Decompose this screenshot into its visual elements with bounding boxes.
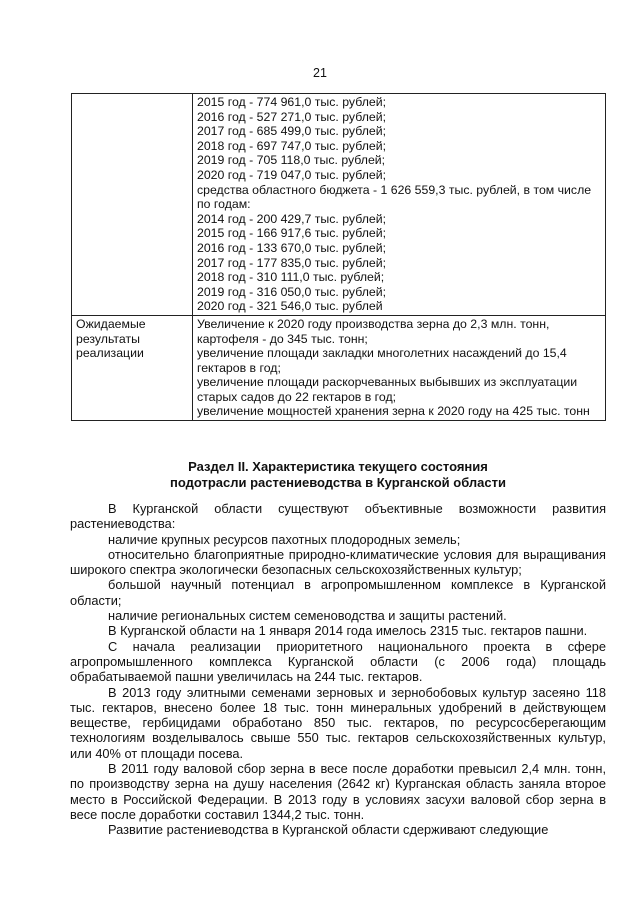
page-number: 21 xyxy=(313,66,327,80)
section-title xyxy=(70,459,606,491)
funding-line: 2020 год - 719 047,0 тыс. рублей; xyxy=(197,167,387,182)
result-item: увеличение мощностей хранения зерна к 2020 году на 425 тыс. тонн xyxy=(197,404,590,419)
section-title-line: Раздел II. Характеристика текущего состояния xyxy=(188,459,488,474)
funding-label-cell xyxy=(72,94,193,316)
funding-line: 2019 год - 705 118,0 тыс. рублей; xyxy=(197,153,386,168)
result-item: увеличение площади раскорчеванных выбывших из эксплуатации старых садов до 22 гектаров в год; xyxy=(197,375,578,404)
paragraph: наличие крупных ресурсов пахотных плодородных земель; xyxy=(108,531,461,547)
body-text xyxy=(70,501,606,838)
table-row-funding xyxy=(72,94,606,316)
section-title-line: подотрасли растениеводства в Курганской области xyxy=(170,475,506,490)
funding-line: 2018 год - 310 111,0 тыс. рублей; xyxy=(197,270,385,285)
paragraph: В Курганской области на 1 января 2014 года имелось 2315 тыс. гектаров пашни. xyxy=(108,623,588,639)
funding-line: 2016 год - 527 271,0 тыс. рублей; xyxy=(197,109,387,124)
paragraph: В 2013 году элитными семенами зерновых и зернобобовых культур засеяно 118 тыс. гектаров, внесено более 18 тыс. тонн минеральных удобрений в действующем веществе, гербицидами обработано 850 тыс. гектаров, по ресурсосберегающим технологиям возделывалось свыше 550 тыс. гектаров сельскохозяйственных культур, или 40% от площади посева. xyxy=(70,684,606,761)
paragraph: В Курганской области существуют объективные возможности развития растениеводства: xyxy=(70,501,606,532)
funding-line: 2017 год - 177 835,0 тыс. рублей; xyxy=(197,255,387,270)
funding-line: 2018 год - 697 747,0 тыс. рублей; xyxy=(197,138,387,153)
regional-budget-intro: средства областного бюджета - 1 626 559,3 тыс. рублей, в том числе по годам: xyxy=(197,182,592,212)
funding-line: 2017 год - 685 499,0 тыс. рублей; xyxy=(197,124,387,139)
paragraph: наличие региональных систем семеноводства и защиты растений. xyxy=(108,608,507,624)
paragraph: Развитие растениеводства в Курганской области сдерживают следующие xyxy=(108,822,549,838)
funding-line: 2020 год - 321 546,0 тыс. рублей xyxy=(197,299,383,314)
result-item: Увеличение к 2020 году производства зерна до 2,3 млн. тонн, картофеля - до 345 тыс. тонн; xyxy=(197,316,550,346)
paragraph: относительно благоприятные природно-климатические условия для выращивания широкого спектра экологически безопасных сельскохозяйственных культур; xyxy=(70,546,606,578)
funding-line: 2015 год - 774 961,0 тыс. рублей; xyxy=(197,95,387,109)
passport-table xyxy=(71,93,606,421)
table-row-results xyxy=(72,315,606,420)
paragraph: большой научный потенциал в агропромышленном комплексе в Курганской области; xyxy=(70,577,606,608)
paragraph: В 2011 году валовой сбор зерна в весе после доработки превысил 2,4 млн. тонн, по производству зерна на душу населения (2642 кг) Курганская область заняла второе место в Российской Федерации. В 2013 году в условиях засухи валовой сбор зерна в весе после доработки составил 1344,2 тыс. тонн. xyxy=(70,761,606,822)
funding-value-cell xyxy=(193,94,606,316)
results-label-cell: Ожидаемые результаты реализации xyxy=(72,315,193,420)
funding-line: 2019 год - 316 050,0 тыс. рублей; xyxy=(197,284,387,299)
results-value-cell xyxy=(193,315,606,420)
funding-line: 2014 год - 200 429,7 тыс. рублей; xyxy=(197,211,387,226)
funding-line: 2016 год - 133 670,0 тыс. рублей; xyxy=(197,240,387,255)
paragraph: С начала реализации приоритетного национального проекта в сфере агропромышленного комплекса Курганской области (с 2006 года) площадь обрабатываемой пашни увеличилась на 244 тыс. гектаров. xyxy=(70,638,606,685)
funding-line: 2015 год - 166 917,6 тыс. рублей; xyxy=(197,226,387,241)
result-item: увеличение площади закладки многолетних насаждений до 15,4 гектаров в год; xyxy=(197,346,567,375)
